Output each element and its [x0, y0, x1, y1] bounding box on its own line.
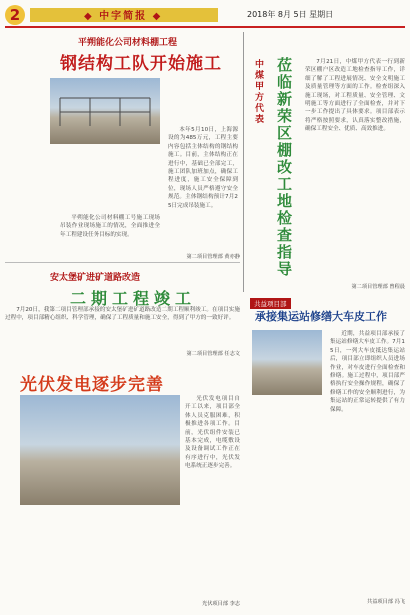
article1-credit: 第二项目管理部 黄亦静 — [186, 254, 240, 260]
article4-credit: 共益项目部 冯飞 — [367, 599, 405, 605]
article2-vertical-title: 莅临新荣区棚改工地检查指导 — [277, 56, 293, 278]
article1-photo — [50, 78, 160, 144]
article1-body: 本年5月10日，上海源设的为485万元，工程主要内容包括主体结构的钢结构施工。目前，主体结构正在进行中，基础已全部完工，施工团队加班加点，确保工程进度，施工安全保障到位，现场人员严格遵守安全规范。主体钢结构预计7月25日完成吊装施工。 — [168, 127, 238, 209]
article5-title: 光伏发电逐步完善 — [20, 375, 164, 395]
header-rule — [5, 26, 405, 28]
article2-vertical-subtitle: 中煤甲方代表 — [255, 60, 265, 125]
article1-caption: 平朔能化公司材料棚工号施工现场吊装作业现场施工的情况，全面推进全年工程建设任务目标的实现。 — [60, 215, 160, 238]
article1-subtitle: 平朔能化公司材料棚工程 — [78, 38, 178, 48]
page-number: 2 — [5, 5, 25, 25]
column-divider — [243, 32, 244, 292]
article2-body: 7月21日，中煤甲方代表一行到新荣区棚户区改造工地检查指导工作，详细了解了工程进展情况、安全文明施工及质量管理等方面的工作。检查组深入施工现场，对工程质量、安全管理、文明施工等方面进行了全面检查，并对下一步工作提出了具体要求。项目部表示将严格按照要求，认真落实整改措施，确保工程安全、优质、高效推进。 — [305, 59, 405, 133]
article5-body: 光伏发电项目自开工以来，项目部全体人员克服困难，积极推进各项工作。目前，光伏组件安装已基本完成，电缆敷设及设备调试工作正在有序进行中，光伏发电系统正逐步完善。 — [185, 396, 240, 470]
article5-credit: 光伏项目部 李志 — [202, 601, 240, 607]
article4-tag: 共益项目部 — [250, 298, 291, 309]
article4-photo — [252, 330, 322, 395]
article1-title: 钢结构工队开始施工 — [60, 54, 222, 74]
article3-subtitle: 安太堡矿进矿道路改造 — [50, 273, 141, 283]
article3-credit: 第二项目管理部 任志文 — [186, 351, 240, 357]
article3-title: 二期工程竣工 — [70, 289, 197, 308]
article3-body: 7月20日，我第二项目管理部承接的安太堡矿进矿道路改造二期工程顺利竣工。在项目实施过程中，项目部精心组织、科学管理，确保了工程质量和施工安全，得到了甲方的一致好评。 — [5, 307, 240, 322]
article2-credit: 第二项目管理部 曾程晨 — [351, 284, 405, 290]
paper-name: ◆ 中字简报 ◆ — [84, 11, 163, 22]
article4-body: 近期，共益项目部承接了集运站修缮大车皮工作。7月15日，一列大车皮抵达集运站后，项目部立即组织人员进场作业，对车皮进行全面检查和修缮。施工过程中，项目部严格执行安全操作规程，确保了修缮工作的安全顺利进行，为集运站的正常运转提供了有力保障。 — [330, 331, 405, 413]
steel-frame-illustration — [50, 78, 160, 144]
article4-title: 承接集运站修缮大车皮工作 — [255, 310, 387, 323]
article5-photo — [20, 395, 180, 505]
section-rule — [5, 262, 240, 263]
issue-date: 2018年 8月 5日 星期日 — [247, 10, 334, 19]
